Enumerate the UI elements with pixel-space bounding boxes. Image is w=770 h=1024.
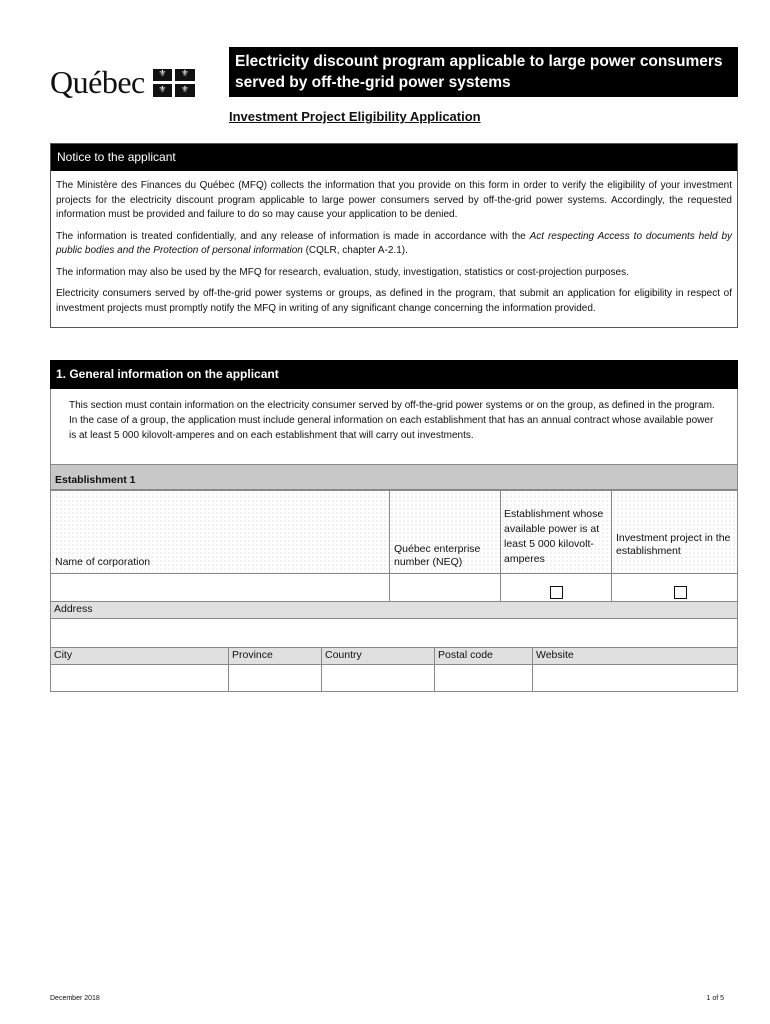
address-label: Address — [50, 601, 738, 619]
fleur-de-lis-icon: ⚜ — [175, 84, 195, 97]
name-of-corporation-input[interactable] — [50, 573, 390, 602]
section-1-heading: 1. General information on the applicant — [50, 360, 738, 389]
notice-paragraph-2 — [56, 230, 732, 259]
name-of-corporation-label: Name of corporation — [50, 490, 390, 574]
form-title-line-2: served by off-the-grid power systems — [235, 74, 511, 91]
country-label: Country — [321, 647, 435, 665]
available-power-cell — [500, 573, 612, 602]
fleur-de-lis-icon: ⚜ — [153, 69, 173, 82]
country-input[interactable] — [321, 664, 435, 692]
city-label: City — [50, 647, 229, 665]
neq-label: Québec enterprise number (NEQ) — [389, 490, 501, 574]
city-input[interactable] — [50, 664, 229, 692]
quebec-flag-icon — [153, 69, 195, 97]
investment-project-label: Investment project in the establishment — [611, 490, 738, 574]
notice-heading: Notice to the applicant — [51, 144, 737, 171]
neq-input[interactable] — [389, 573, 501, 602]
fleur-de-lis-icon: ⚜ — [175, 69, 195, 82]
section-general-information — [50, 360, 738, 692]
address-input[interactable] — [50, 618, 738, 648]
available-power-checkbox[interactable] — [550, 586, 563, 599]
notice-paragraph-1: The Ministère des Finances du Québec (MFQ) collects the information that you provide on this form in order to verify the eligibility of your investment projects for the electricity discount program applicable to large power consumers served by off-the-grid power systems. Accordingly, the requested information must be provided and failure to do so may cause your application to be denied. — [56, 180, 732, 220]
form-subtitle: Investment Project Eligibility Application — [229, 109, 481, 124]
province-label: Province — [228, 647, 322, 665]
logo-wordmark: Québec — [50, 64, 145, 100]
province-input[interactable] — [228, 664, 322, 692]
footer-date: December 2018 — [50, 995, 100, 1002]
postal-code-input[interactable] — [434, 664, 533, 692]
form-title-line-1: Electricity discount program applicable to large power consumers — [235, 53, 723, 70]
notice-paragraph-3: The information may also be used by the MFQ for research, evaluation, study, investigation, statistics or cost-projection purposes. — [56, 266, 629, 278]
available-power-label: Establishment whose available power is at least 5 000 kilovolt-amperes — [500, 490, 612, 574]
notice-paragraph-4: Electricity consumers served by off-the-grid power systems or groups, as defined in the program, that submit an application for eligibility in respect of investment projects must promptly notify the MFQ in writing of any significant change concerning the information provided. — [56, 288, 732, 314]
notice-p2-text: The information is treated confidentially, and any release of information is made in accordance with the — [56, 230, 530, 242]
quebec-logo — [50, 64, 195, 101]
investment-project-checkbox[interactable] — [674, 586, 687, 599]
footer-page-number: 1 of 5 — [706, 995, 724, 1002]
notice-body — [51, 171, 737, 316]
section-1-intro: This section must contain information on the electricity consumer served by off-the-grid power systems or on the group, as defined in the program. In the case of a group, the application must include general information on each establishment that has an annual contract whose available power is at least 5 000 kilovolt-amperes and on each establishment that will carry out investments. — [50, 389, 738, 493]
fleur-de-lis-icon: ⚜ — [153, 84, 173, 97]
notice-p2-citation: (CQLR, chapter A-2.1). — [302, 245, 408, 256]
website-label: Website — [532, 647, 738, 665]
notice-box — [50, 143, 738, 328]
establishment-1-heading: Establishment 1 — [50, 464, 738, 490]
act-title: Act respecting Access to documents held by public bodies and the Protection of personal information — [56, 230, 733, 256]
form-title — [229, 47, 738, 97]
postal-code-label: Postal code — [434, 647, 533, 665]
website-input[interactable] — [532, 664, 738, 692]
investment-project-cell — [611, 573, 738, 602]
